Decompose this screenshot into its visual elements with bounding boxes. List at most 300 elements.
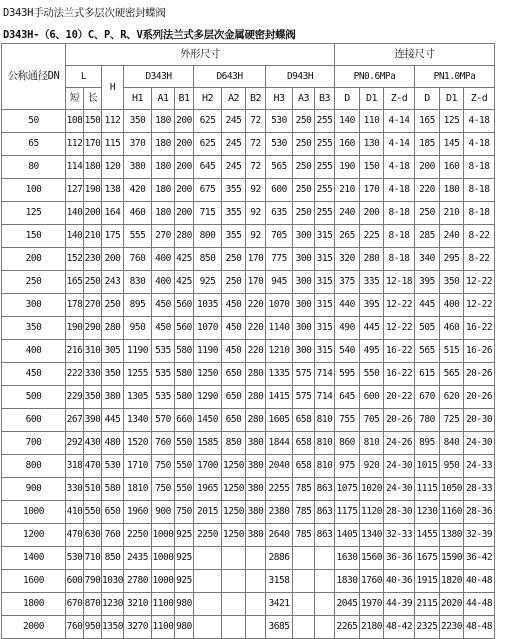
table-row — [2, 363, 495, 386]
cell-d-10: 2325 — [415, 616, 440, 639]
cell-h3: 565 — [266, 156, 293, 179]
cell-b2 — [246, 570, 266, 593]
cell-l-short: 530 — [66, 547, 84, 570]
cell-h2: 925 — [194, 271, 222, 294]
cell-d1-06: 705 — [360, 409, 384, 432]
table-row — [2, 386, 495, 409]
cell-a2: 650 — [222, 386, 246, 409]
cell-a2 — [222, 547, 246, 570]
cell-b2: 380 — [246, 524, 266, 547]
cell-d1-06: 1120 — [360, 501, 384, 524]
cell-d-06: 210 — [335, 179, 360, 202]
cell-h3: 2886 — [266, 547, 293, 570]
cell-h2: 800 — [194, 225, 222, 248]
table-row — [2, 616, 495, 639]
cell-d1-06: 150 — [360, 156, 384, 179]
cell-b3: 255 — [315, 179, 335, 202]
header-sub-d-06: D — [335, 88, 360, 110]
cell-b1: 925 — [175, 547, 194, 570]
cell-b1: 425 — [175, 248, 194, 271]
cell-b2: 380 — [246, 501, 266, 524]
header-l-long: 长 — [84, 88, 102, 110]
cell-b1: 560 — [175, 294, 194, 317]
cell-h: 530 — [102, 455, 124, 478]
cell-l-short: 318 — [66, 455, 84, 478]
cell-d-10: 340 — [415, 248, 440, 271]
cell-h3: 775 — [266, 248, 293, 271]
cell-l-short: 670 — [66, 593, 84, 616]
cell-h2: 645 — [194, 156, 222, 179]
cell-h1: 1710 — [124, 455, 152, 478]
cell-a3: 250 — [293, 202, 315, 225]
cell-zd-06: 8-18 — [384, 202, 415, 225]
cell-h3: 2640 — [266, 524, 293, 547]
cell-a3: 300 — [293, 317, 315, 340]
header-conn: 连接尺寸 — [335, 44, 495, 66]
cell-h3: 2380 — [266, 501, 293, 524]
cell-h2: 1035 — [194, 294, 222, 317]
cell-zd-10: 28-33 — [464, 478, 495, 501]
cell-a1: 180 — [152, 202, 175, 225]
cell-zd-10: 8-22 — [464, 225, 495, 248]
cell-a3: 250 — [293, 133, 315, 156]
cell-h1: 760 — [124, 248, 152, 271]
table-body — [2, 110, 495, 639]
cell-b3 — [315, 616, 335, 639]
header-sub-b1: B1 — [175, 88, 194, 110]
cell-d1-06: 445 — [360, 317, 384, 340]
cell-zd-06: 4-14 — [384, 110, 415, 133]
cell-l-long: 870 — [84, 593, 102, 616]
cell-l-long: 210 — [84, 225, 102, 248]
cell-h2 — [194, 570, 222, 593]
cell-l-short: 470 — [66, 524, 84, 547]
header-sub-a3: A3 — [293, 88, 315, 110]
cell-zd-06: 20-26 — [384, 409, 415, 432]
cell-l-long: 290 — [84, 317, 102, 340]
cell-l-short: 165 — [66, 271, 84, 294]
cell-h2: 1965 — [194, 478, 222, 501]
cell-h2 — [194, 593, 222, 616]
cell-h3: 530 — [266, 110, 293, 133]
header-sub-h3: H3 — [266, 88, 293, 110]
cell-h3: 1844 — [266, 432, 293, 455]
cell-h: 1350 — [102, 616, 124, 639]
cell-zd-10: 4-18 — [464, 110, 495, 133]
cell-a1: 750 — [152, 478, 175, 501]
cell-dn: 1000 — [2, 501, 66, 524]
header-sub-b3: B3 — [315, 88, 335, 110]
cell-l-long: 430 — [84, 432, 102, 455]
cell-dn: 1400 — [2, 547, 66, 570]
dimension-table — [1, 43, 495, 639]
table-row — [2, 294, 495, 317]
cell-d-10: 395 — [415, 271, 440, 294]
cell-a1: 570 — [152, 409, 175, 432]
cell-d1-06: 225 — [360, 225, 384, 248]
cell-b1: 200 — [175, 179, 194, 202]
cell-l-short: 108 — [66, 110, 84, 133]
table-title: D343H-（6、10）C、P、R、V系列法兰式多层次金属硬密封蝶阀 — [3, 29, 296, 41]
cell-zd-10: 24-30 — [464, 432, 495, 455]
cell-dn: 500 — [2, 386, 66, 409]
cell-l-short: 112 — [66, 133, 84, 156]
cell-dn: 2000 — [2, 616, 66, 639]
cell-zd-06: 12-22 — [384, 317, 415, 340]
cell-h3: 945 — [266, 271, 293, 294]
cell-b3: 255 — [315, 133, 335, 156]
cell-zd-06: 36-36 — [384, 547, 415, 570]
cell-h: 164 — [102, 202, 124, 225]
cell-a3: 575 — [293, 363, 315, 386]
cell-d1-06: 280 — [360, 248, 384, 271]
cell-d-06: 1175 — [335, 501, 360, 524]
cell-h: 138 — [102, 179, 124, 202]
cell-a3: 300 — [293, 248, 315, 271]
cell-b3 — [315, 547, 335, 570]
cell-a1: 535 — [152, 363, 175, 386]
header-sub-a2: A2 — [222, 88, 246, 110]
table-row — [2, 156, 495, 179]
cell-d1-10: 2230 — [440, 616, 464, 639]
cell-d1-10: 1380 — [440, 524, 464, 547]
cell-a2: 250 — [222, 248, 246, 271]
cell-d-06: 1075 — [335, 478, 360, 501]
table-row — [2, 225, 495, 248]
cell-l-long: 390 — [84, 409, 102, 432]
cell-b3: 315 — [315, 225, 335, 248]
table-row — [2, 110, 495, 133]
cell-a3: 658 — [293, 409, 315, 432]
cell-b2 — [246, 593, 266, 616]
cell-a2: 1250 — [222, 478, 246, 501]
cell-h: 115 — [102, 133, 124, 156]
cell-a3: 785 — [293, 524, 315, 547]
cell-h: 650 — [102, 501, 124, 524]
cell-a3: 658 — [293, 432, 315, 455]
cell-d1-10: 725 — [440, 409, 464, 432]
header-d643h: D643H — [194, 66, 266, 88]
cell-zd-10: 12-22 — [464, 294, 495, 317]
cell-b3: 810 — [315, 409, 335, 432]
cell-d1-10: 620 — [440, 386, 464, 409]
cell-b2: 72 — [246, 133, 266, 156]
cell-b1: 425 — [175, 271, 194, 294]
cell-b3: 255 — [315, 202, 335, 225]
table-row — [2, 179, 495, 202]
cell-l-short: 178 — [66, 294, 84, 317]
cell-dn: 600 — [2, 409, 66, 432]
cell-b2: 220 — [246, 294, 266, 317]
cell-a1: 450 — [152, 317, 175, 340]
cell-zd-06: 20-22 — [384, 386, 415, 409]
cell-l-long: 270 — [84, 294, 102, 317]
cell-l-long: 350 — [84, 386, 102, 409]
cell-h1: 555 — [124, 225, 152, 248]
table-row — [2, 248, 495, 271]
cell-zd-10: 16-22 — [464, 317, 495, 340]
cell-l-long: 190 — [84, 179, 102, 202]
cell-l-short: 229 — [66, 386, 84, 409]
cell-dn: 65 — [2, 133, 66, 156]
cell-b3: 863 — [315, 501, 335, 524]
cell-dn: 1200 — [2, 524, 66, 547]
cell-d1-06: 920 — [360, 455, 384, 478]
cell-dn: 200 — [2, 248, 66, 271]
cell-a2: 245 — [222, 110, 246, 133]
cell-b1: 925 — [175, 570, 194, 593]
cell-zd-06: 44-39 — [384, 593, 415, 616]
cell-d1-10: 180 — [440, 179, 464, 202]
cell-b1: 550 — [175, 455, 194, 478]
cell-dn: 50 — [2, 110, 66, 133]
cell-d-06: 595 — [335, 363, 360, 386]
cell-d-10: 1455 — [415, 524, 440, 547]
cell-l-long: 510 — [84, 478, 102, 501]
cell-h: 760 — [102, 524, 124, 547]
cell-zd-10: 44-48 — [464, 593, 495, 616]
cell-b3: 255 — [315, 110, 335, 133]
cell-a1: 400 — [152, 271, 175, 294]
cell-zd-10: 28-36 — [464, 501, 495, 524]
cell-l-long: 330 — [84, 363, 102, 386]
cell-b2: 170 — [246, 271, 266, 294]
cell-d-06: 265 — [335, 225, 360, 248]
cell-a2: 650 — [222, 409, 246, 432]
header-dn: 公称通径DN — [2, 44, 66, 110]
cell-a2: 650 — [222, 363, 246, 386]
cell-l-long: 550 — [84, 501, 102, 524]
cell-d-10: 780 — [415, 409, 440, 432]
cell-l-long: 250 — [84, 271, 102, 294]
cell-d-10: 250 — [415, 202, 440, 225]
header-sub-zd-06: Z-d — [384, 88, 415, 110]
header-sub-a1: A1 — [152, 88, 175, 110]
header-sub-d1-06: D1 — [360, 88, 384, 110]
cell-b3: 810 — [315, 455, 335, 478]
cell-a1: 760 — [152, 432, 175, 455]
cell-d1-10: 145 — [440, 133, 464, 156]
cell-h3: 1140 — [266, 317, 293, 340]
cell-zd-06: 4-18 — [384, 179, 415, 202]
cell-zd-06: 40-36 — [384, 570, 415, 593]
cell-d1-10: 840 — [440, 432, 464, 455]
cell-d-06: 140 — [335, 110, 360, 133]
cell-a1: 270 — [152, 225, 175, 248]
cell-zd-06: 48-42 — [384, 616, 415, 639]
cell-h3: 600 — [266, 179, 293, 202]
cell-h: 243 — [102, 271, 124, 294]
cell-h1: 950 — [124, 317, 152, 340]
cell-d-10: 1230 — [415, 501, 440, 524]
cell-zd-10: 20-26 — [464, 363, 495, 386]
cell-h3: 635 — [266, 202, 293, 225]
table-row — [2, 524, 495, 547]
table-row — [2, 271, 495, 294]
cell-a1: 900 — [152, 501, 175, 524]
cell-d1-06: 550 — [360, 363, 384, 386]
cell-zd-06: 16-22 — [384, 340, 415, 363]
cell-a2: 1250 — [222, 524, 246, 547]
cell-d-06: 440 — [335, 294, 360, 317]
cell-d-06: 1630 — [335, 547, 360, 570]
cell-l-short: 190 — [66, 317, 84, 340]
cell-h1: 460 — [124, 202, 152, 225]
cell-zd-06: 12-18 — [384, 271, 415, 294]
cell-d1-10: 210 — [440, 202, 464, 225]
cell-b1: 925 — [175, 524, 194, 547]
cell-b1: 980 — [175, 593, 194, 616]
cell-d1-10: 1160 — [440, 501, 464, 524]
cell-d1-10: 460 — [440, 317, 464, 340]
cell-dn: 700 — [2, 432, 66, 455]
cell-zd-06: 16-22 — [384, 363, 415, 386]
cell-b3: 315 — [315, 248, 335, 271]
cell-a3 — [293, 593, 315, 616]
cell-b1: 980 — [175, 616, 194, 639]
cell-zd-10: 8-18 — [464, 179, 495, 202]
cell-a1: 1000 — [152, 547, 175, 570]
cell-a3 — [293, 570, 315, 593]
cell-d-10: 1015 — [415, 455, 440, 478]
cell-h2: 1070 — [194, 317, 222, 340]
cell-zd-10: 20-30 — [464, 409, 495, 432]
cell-a1: 180 — [152, 179, 175, 202]
cell-b1: 580 — [175, 386, 194, 409]
table-row — [2, 547, 495, 570]
table-row — [2, 409, 495, 432]
cell-l-short: 760 — [66, 616, 84, 639]
cell-d-06: 190 — [335, 156, 360, 179]
cell-d-06: 2045 — [335, 593, 360, 616]
cell-d1-10: 1050 — [440, 478, 464, 501]
cell-d1-06: 1760 — [360, 570, 384, 593]
cell-d-10: 505 — [415, 317, 440, 340]
cell-dn: 150 — [2, 225, 66, 248]
cell-b2: 380 — [246, 478, 266, 501]
table-row — [2, 501, 495, 524]
cell-d-06: 975 — [335, 455, 360, 478]
cell-h3: 2040 — [266, 455, 293, 478]
cell-d-06: 375 — [335, 271, 360, 294]
cell-b2: 280 — [246, 386, 266, 409]
cell-h: 580 — [102, 478, 124, 501]
cell-dn: 125 — [2, 202, 66, 225]
cell-h3: 530 — [266, 133, 293, 156]
table-row — [2, 340, 495, 363]
cell-a3: 785 — [293, 478, 315, 501]
cell-b1: 550 — [175, 432, 194, 455]
cell-h1: 370 — [124, 133, 152, 156]
cell-a2: 245 — [222, 133, 246, 156]
cell-h3: 1415 — [266, 386, 293, 409]
cell-a1: 750 — [152, 455, 175, 478]
cell-b2: 92 — [246, 202, 266, 225]
cell-a3 — [293, 547, 315, 570]
cell-d-06: 540 — [335, 340, 360, 363]
table-row — [2, 478, 495, 501]
header-sub-h1: H1 — [124, 88, 152, 110]
header-h: H — [102, 66, 124, 110]
cell-b3: 315 — [315, 271, 335, 294]
cell-h2: 2015 — [194, 501, 222, 524]
table-row — [2, 202, 495, 225]
cell-l-long: 630 — [84, 524, 102, 547]
cell-b3: 863 — [315, 524, 335, 547]
cell-h: 175 — [102, 225, 124, 248]
cell-h1: 1960 — [124, 501, 152, 524]
cell-d1-06: 1020 — [360, 478, 384, 501]
cell-h1: 1255 — [124, 363, 152, 386]
cell-d-06: 860 — [335, 432, 360, 455]
cell-b2: 280 — [246, 363, 266, 386]
cell-d-10: 185 — [415, 133, 440, 156]
header-sub-zd-10: Z-d — [464, 88, 495, 110]
cell-l-short: 140 — [66, 202, 84, 225]
table-row — [2, 593, 495, 616]
cell-b2: 92 — [246, 225, 266, 248]
cell-d1-10: 515 — [440, 340, 464, 363]
cell-a3: 250 — [293, 110, 315, 133]
cell-a1: 535 — [152, 340, 175, 363]
cell-d1-10: 295 — [440, 248, 464, 271]
cell-h1: 1520 — [124, 432, 152, 455]
cell-h1: 2780 — [124, 570, 152, 593]
cell-l-short: 127 — [66, 179, 84, 202]
cell-h3: 1605 — [266, 409, 293, 432]
cell-d-06: 1405 — [335, 524, 360, 547]
cell-l-long: 710 — [84, 547, 102, 570]
cell-h: 1030 — [102, 570, 124, 593]
header-d943h: D943H — [266, 66, 335, 88]
cell-h1: 1340 — [124, 409, 152, 432]
cell-d-10: 165 — [415, 110, 440, 133]
cell-a2: 355 — [222, 179, 246, 202]
cell-d-06: 320 — [335, 248, 360, 271]
cell-b3 — [315, 593, 335, 616]
cell-h1: 3210 — [124, 593, 152, 616]
cell-zd-10: 48-48 — [464, 616, 495, 639]
table-row — [2, 133, 495, 156]
cell-d1-10: 1820 — [440, 570, 464, 593]
cell-dn: 900 — [2, 478, 66, 501]
cell-zd-10: 24-33 — [464, 455, 495, 478]
header-dims: 外形尺寸 — [66, 44, 335, 66]
cell-h: 112 — [102, 110, 124, 133]
cell-d1-06: 1340 — [360, 524, 384, 547]
cell-l-short: 330 — [66, 478, 84, 501]
cell-zd-06: 24-30 — [384, 478, 415, 501]
cell-a1: 180 — [152, 156, 175, 179]
cell-b1: 580 — [175, 340, 194, 363]
cell-h1: 2250 — [124, 524, 152, 547]
cell-dn: 80 — [2, 156, 66, 179]
cell-b2: 72 — [246, 110, 266, 133]
cell-h2: 1700 — [194, 455, 222, 478]
cell-b2: 220 — [246, 340, 266, 363]
cell-h1: 420 — [124, 179, 152, 202]
cell-d1-06: 495 — [360, 340, 384, 363]
cell-a3: 250 — [293, 179, 315, 202]
cell-d-10: 1915 — [415, 570, 440, 593]
cell-l-short: 140 — [66, 225, 84, 248]
cell-d-10: 615 — [415, 363, 440, 386]
cell-d1-06: 600 — [360, 386, 384, 409]
cell-b1: 200 — [175, 202, 194, 225]
cell-h: 850 — [102, 547, 124, 570]
cell-h: 250 — [102, 294, 124, 317]
cell-zd-10: 32-39 — [464, 524, 495, 547]
